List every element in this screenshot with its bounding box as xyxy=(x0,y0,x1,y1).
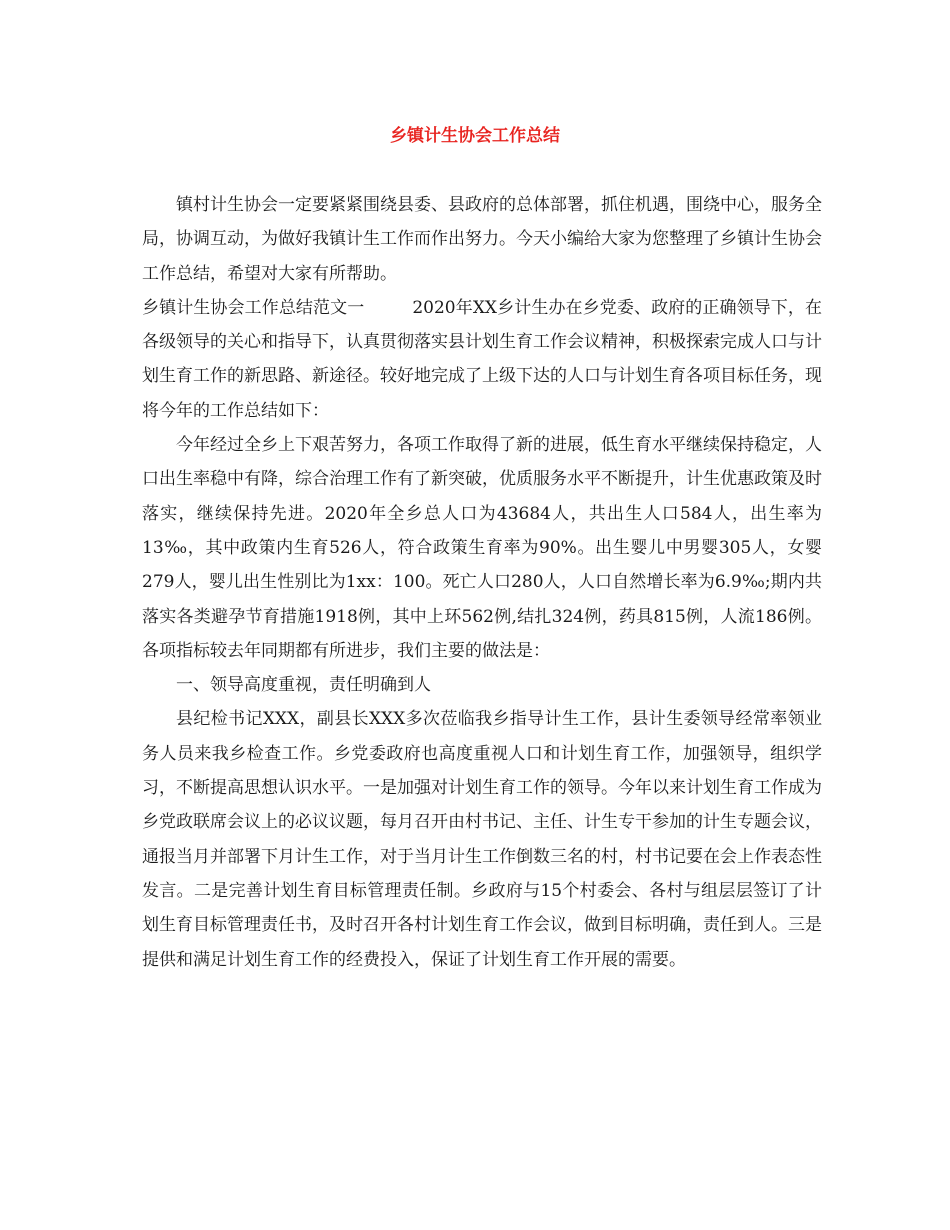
document-body xyxy=(142,188,822,977)
document-title: 乡镇计生协会工作总结 xyxy=(390,126,560,146)
leadership-paragraph: 县纪检书记XXX，副县长XXX多次莅临我乡指导计生工作，县计生委领导经常率领业务人员来我乡检查工作。乡党委政府也高度重视人口和计划生育工作，加强领导，组织学习，不断提高思想认识水平。一是加强对计划生育工作的领导。今年以来计划生育工作成为乡党政联席会议上的必议议题，每月召开由村书记、主任、计生专干参加的计生专题会议，通报当月并部署下月计生工作，对于当月计生工作倒数三名的村，村书记要在会上作表态性发言。二是完善计划生育目标管理责任制。乡政府与15个村委会、各村与组层层签订了计划生育目标管理责任书，及时召开各村计划生育工作会议，做到目标明确，责任到人。三是提供和满足计划生育工作的经费投入，保证了计划生育工作开展的需要。 xyxy=(142,709,822,970)
section-heading-1: 一、领导高度重视，责任明确到人 xyxy=(176,675,431,696)
results-paragraph: 今年经过全乡上下艰苦努力，各项工作取得了新的进展，低生育水平继续保持稳定，人口出生率稳中有降，综合治理工作有了新突破，优质服务水平不断提升，计生优惠政策及时落实，继续保持先进。2020年全乡总人口为43684人，共出生人口584人，出生率为13‰，其中政策内生育526人，符合政策生育率为90%。出生婴儿中男婴305人，女婴279人，婴儿出生性别比为1xx：100。死亡人口280人，人口自然增长率为6.9‰;期内共落实各类避孕节育措施1918例，其中上环562例,结扎324例，药具815例，人流186例。各项指标较去年同期都有所进步，我们主要的做法是： xyxy=(142,435,822,661)
intro-paragraph: 镇村计生协会一定要紧紧围绕县委、县政府的总体部署，抓住机遇，围绕中心，服务全局，协调互动，为做好我镇计生工作而作出努力。今天小编给大家为您整理了乡镇计生协会工作总结，希望对大家有所帮助。 xyxy=(142,195,822,284)
sample-text: 2020年XX乡计生办在乡党委、政府的正确领导下，在各级领导的关心和指导下，认真贯彻落实县计划生育工作会议精神，积极探索完成人口与计划生育工作的新思路、新途径。较好地完成了上级下达的人口与计划生育各项目标任务，现将今年的工作总结如下： xyxy=(142,297,823,421)
sample-label: 乡镇计生协会工作总结范文一 xyxy=(142,297,365,318)
sample-paragraph xyxy=(142,291,822,428)
